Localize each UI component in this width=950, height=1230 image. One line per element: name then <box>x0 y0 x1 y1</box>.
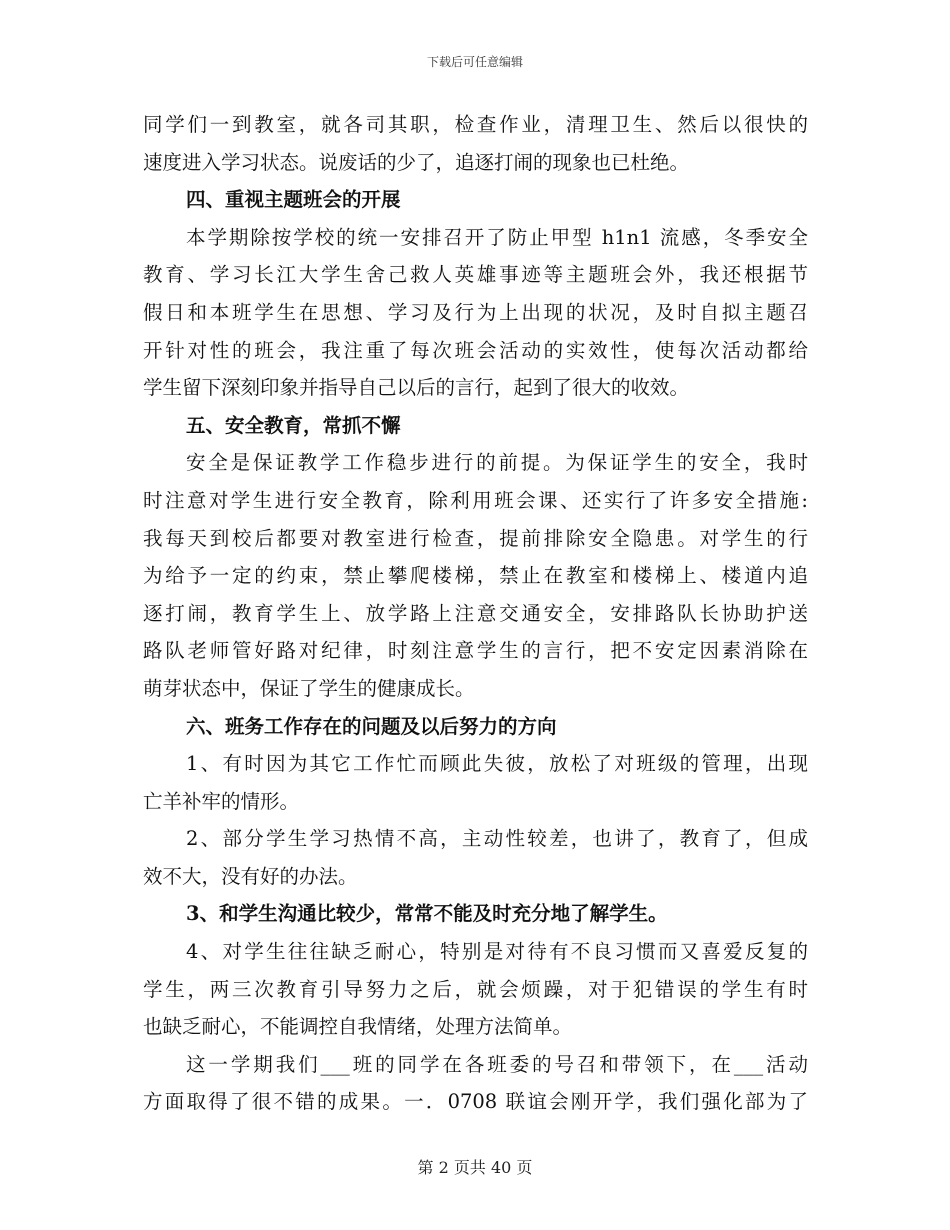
body-line: 学生，两三次教育引导努力之后，就会烦躁，对于犯错误的学生有时 <box>143 977 808 1001</box>
header-note: 下载后可任意编辑 <box>426 55 523 69</box>
section-heading: 五、安全教育，常抓不懈 <box>186 413 401 437</box>
body-line: 时注意对学生进行安全教育，除利用班会课、还实行了许多安全措施: <box>143 488 808 512</box>
body-line: 本学期除按学校的统一安排召开了防止甲型 h1n1 流感，冬季安全 <box>186 225 808 249</box>
page-number: 第 2 页共 40 页 <box>417 1158 533 1177</box>
body-line: 开针对性的班会，我注重了每次班会活动的实效性，使每次活动都给 <box>143 338 808 362</box>
body-line: 这一学期我们___班的同学在各班委的号召和带领下，在___活动 <box>186 1052 808 1076</box>
body-line: 同学们一到教室，就各司其职，检查作业，清理卫生、然后以很快的 <box>143 113 808 136</box>
body-line: 亡羊补牢的情形。 <box>143 789 300 813</box>
body-line: 方面取得了很不错的成果。一．0708 联谊会刚开学，我们强化部为了 <box>143 1090 808 1114</box>
body-line: 4、对学生往往缺乏耐心，特别是对待有不良习惯而又喜爱反复的 <box>186 940 808 964</box>
body-line: 为给予一定的约束，禁止攀爬楼梯，禁止在教室和楼梯上、楼道内追 <box>143 564 808 588</box>
body-line: 学生留下深刻印象并指导自己以后的言行，起到了很大的收效。 <box>143 376 690 400</box>
body-line: 2、部分学生学习热情不高，主动性较差，也讲了，教育了，但成 <box>186 827 808 851</box>
bold-item: 3、和学生沟通比较少，常常不能及时充分地了解学生。 <box>186 902 668 926</box>
body-line: 安全是保证教学工作稳步进行的前提。为保证学生的安全，我时 <box>186 451 808 475</box>
body-line: 速度进入学习状态。说废话的少了，追逐打闹的现象也已杜绝。 <box>143 150 690 174</box>
body-line: 1、有时因为其它工作忙而顾此失彼，放松了对班级的管理，出现 <box>186 752 808 776</box>
body-line: 我每天到校后都要对教室进行检查，提前排除安全隐患。对学生的行 <box>143 526 808 550</box>
body-line: 假日和本班学生在思想、学习及行为上出现的状况，及时自拟主题召 <box>143 300 808 324</box>
body-line: 路队老师管好路对纪律，时刻注意学生的言行，把不安定因素消除在 <box>143 639 808 663</box>
body-line: 萌芽状态中，保证了学生的健康成长。 <box>143 676 475 700</box>
section-heading: 六、班务工作存在的问题及以后努力的方向 <box>186 714 557 738</box>
body-line: 效不大，没有好的办法。 <box>143 864 358 888</box>
body-line: 也缺乏耐心，不能调控自我情绪，处理方法简单。 <box>143 1015 573 1039</box>
document-body <box>143 106 808 1121</box>
section-heading: 四、重视主题班会的开展 <box>186 188 401 212</box>
body-line: 逐打闹，教育学生上、放学路上注意交通安全，安排路队长协助护送 <box>143 601 808 625</box>
body-line: 教育、学习长江大学生舍己救人英雄事迹等主题班会外，我还根据节 <box>143 263 808 287</box>
